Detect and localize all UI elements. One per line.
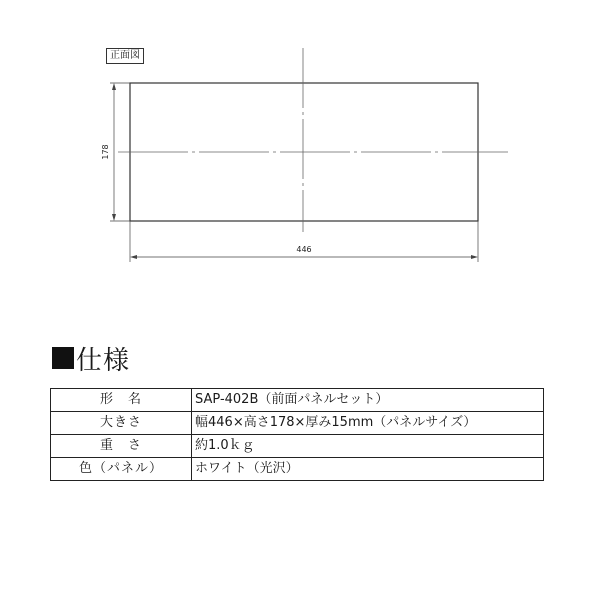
width-dim-label: 446 [296,245,312,254]
height-dim-arrow-top [112,83,116,90]
spec-label-color: 色（パネル） [51,458,192,481]
spec-label-size: 大きさ [51,412,192,435]
spec-value-color: ホワイト（光沢） [192,458,544,481]
spec-heading [52,340,130,376]
table-row [51,458,544,481]
spec-value-weight: 約1.0ｋｇ [192,435,544,458]
black-square-icon [52,347,74,369]
height-dim-arrow-bottom [112,214,116,221]
height-dim-label: 178 [101,144,110,160]
table-row [51,435,544,458]
table-row [51,412,544,435]
width-dim-arrow-right [471,255,478,259]
width-dim-arrow-left [130,255,137,259]
spec-label-model: 形 名 [51,389,192,412]
spec-table [50,388,544,481]
table-row [51,389,544,412]
view-label: 正面図 [106,48,144,64]
spec-heading-text: 仕様 [76,345,131,376]
spec-label-weight: 重 さ [51,435,192,458]
spec-value-size: 幅446×高さ178×厚み15mm（パネルサイズ） [192,412,544,435]
spec-value-model: SAP-402B（前面パネルセット） [192,389,544,412]
